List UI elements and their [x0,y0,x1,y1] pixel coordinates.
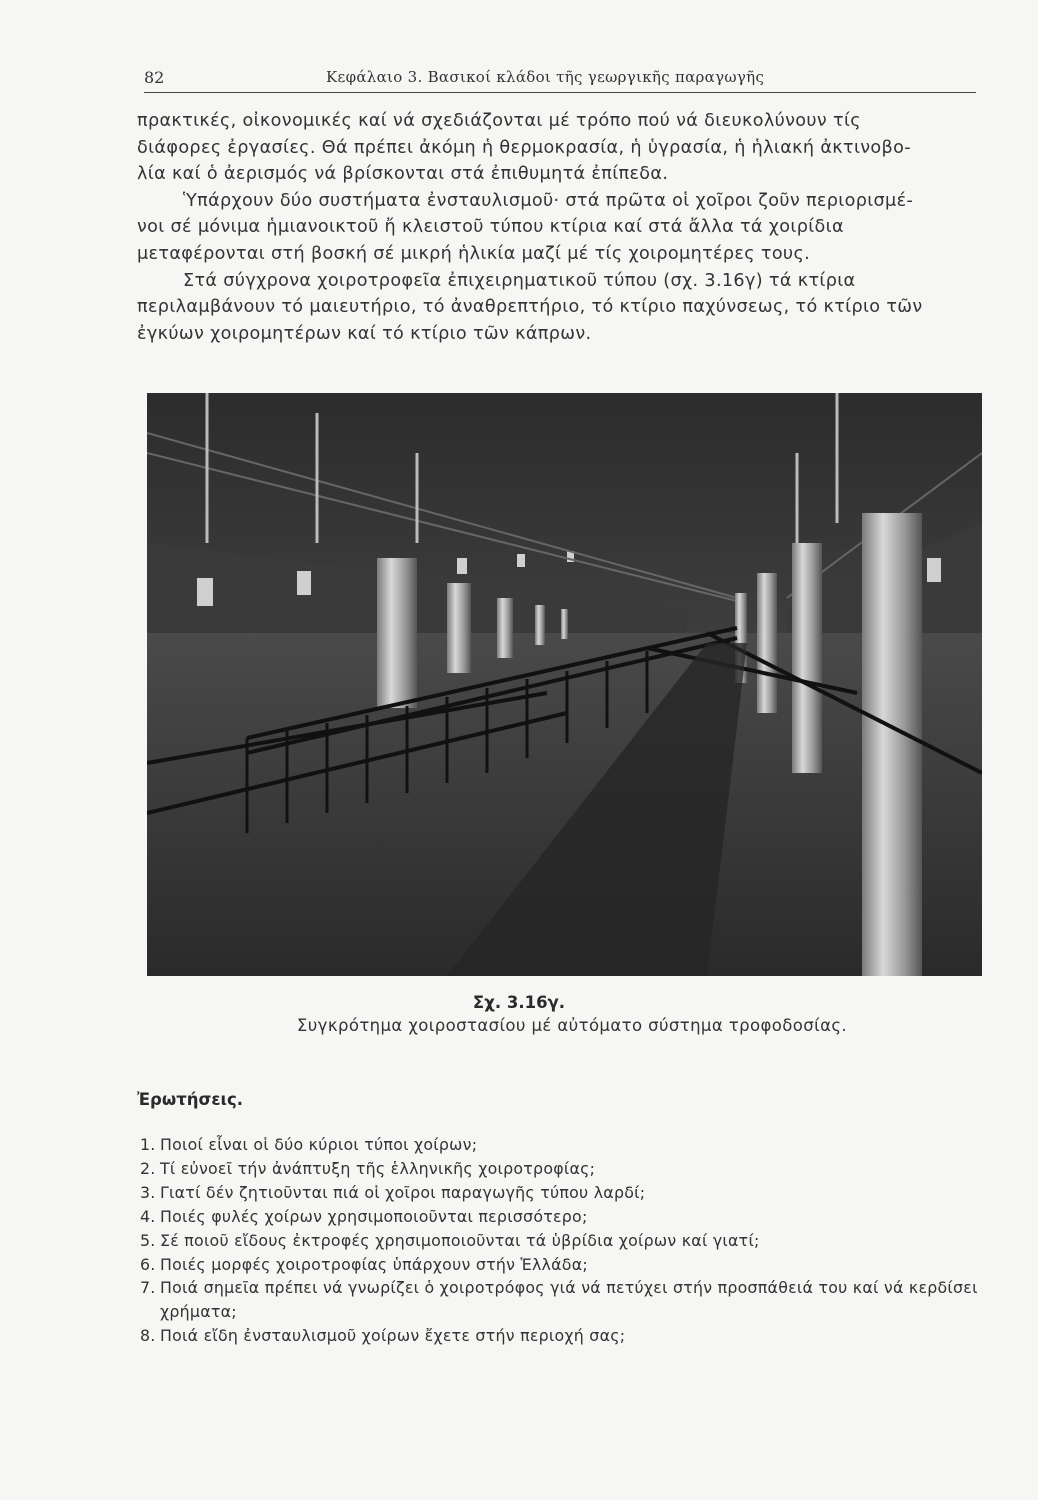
question-number: 8. [140,1326,156,1346]
figure-caption: Συγκρότημα χοιροστασίου μέ αὐτόματο σύστημα τροφοδοσίας. [296,1016,848,1035]
page-number: 82 [144,68,165,87]
question-text: Τί εὐνοεῖ τήν ἀνάπτυξη τῆς ἑλληνικῆς χοιροτροφίας; [160,1158,596,1178]
questions-list [140,1133,995,1348]
body-line: Ὑπάρχουν δύο συστήματα ἐνσταυλισμοῦ· στά πρῶτα οἱ χοῖροι ζοῦν περιορισμέ- [183,190,914,211]
body-line: μεταφέρονται στή βοσκή σέ μικρή ἡλικία μαζί μέ τίς χοιρομητέρες τους. [137,243,811,264]
body-line: περιλαμβάνουν τό μαιευτήριο, τό ἀναθρεπτήριο, τό κτίριο παχύνσεως, τό κτίριο τῶν [137,297,923,318]
question-number: 1. [140,1135,156,1154]
question-text: Σέ ποιοῦ εἴδους ἐκτροφές χρησιμοποιοῦνται τά ὑβρίδια χοίρων καί γιατί; [160,1230,760,1250]
question-text: Ποιές μορφές χοιροτροφίας ὑπάρχουν στήν Ἑλλάδα; [160,1254,588,1274]
question-number: 4. [140,1206,156,1226]
pigsty-photo-illustration [147,393,982,976]
page-header [144,68,976,93]
body-line: λία καί ὁ ἀερισμός νά βρίσκονται στά ἐπιθυμητά ἐπίπεδα. [137,164,669,185]
question-number: 7. [140,1278,156,1298]
question-number: 2. [140,1158,156,1178]
pigsty-photo [147,393,982,976]
figure-number: Σχ. 3.16γ. [472,993,566,1012]
question-item [140,1253,995,1277]
body-paragraphs [137,108,983,347]
question-text: Ποιές φυλές χοίρων χρησιμοποιοῦνται περισσότερο; [160,1206,588,1226]
question-number: 3. [140,1182,156,1202]
body-line: νοι σέ μόνιμα ἡμιανοικτοῦ ἤ κλειστοῦ τύπου κτίρια καί στά ἄλλα τά χοιρίδια [137,217,844,238]
question-item [140,1324,995,1348]
question-number: 5. [140,1230,156,1250]
running-title: Κεφάλαιο 3. Βασικοί κλάδοι τῆς γεωργικῆς παραγωγῆς [326,68,765,86]
question-text: Ποιά σημεῖα πρέπει νά γνωρίζει ὁ χοιροτρόφος γιά νά πετύχει στήν προσπάθειά του καί νά κερδίσει χρήματα; [160,1278,978,1322]
question-item [140,1205,995,1229]
question-text: Ποιά εἴδη ἐνσταυλισμοῦ χοίρων ἔχετε στήν περιοχή σας; [160,1326,626,1346]
question-item [140,1276,995,1324]
body-line: ἐγκύων χοιρομητέρων καί τό κτίριο τῶν κάπρων. [137,323,592,344]
body-line: διάφορες ἐργασίες. Θά πρέπει ἀκόμη ἡ θερμοκρασία, ἡ ὑγρασία, ἡ ἡλιακή ἀκτινοβο- [137,137,911,158]
question-item [140,1229,995,1253]
body-line: πρακτικές, οἰκονομικές καί νά σχεδιάζονται μέ τρόπο πού νά διευκολύνουν τίς [137,111,861,131]
question-text: Ποιοί εἶναι οἱ δύο κύριοι τύποι χοίρων; [160,1135,478,1154]
body-line: Στά σύγχρονα χοιροτροφεῖα ἐπιχειρηματικοῦ τύπου (σχ. 3.16γ) τά κτίρια [183,270,856,291]
question-item [140,1133,995,1157]
question-item [140,1181,995,1205]
question-text: Γιατί δέν ζητιοῦνται πιά οἱ χοῖροι παραγωγῆς τύπου λαρδί; [160,1182,646,1202]
questions-heading: Ἐρωτήσεις. [137,1090,244,1109]
question-number: 6. [140,1254,156,1274]
question-item [140,1157,995,1181]
